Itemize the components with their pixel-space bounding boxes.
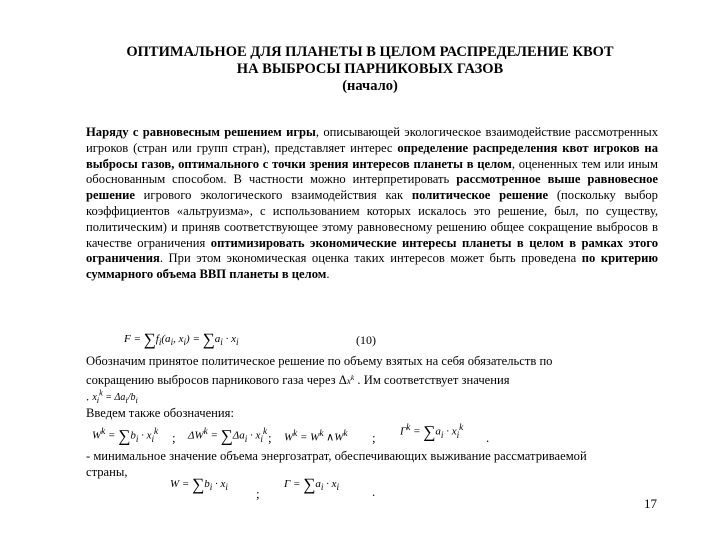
bold-phrase: определение распределения квот игроков на выбросы газов, оптимального с точки зрения интересов планеты в целом	[86, 140, 658, 171]
sum-symbol: ∑	[118, 426, 131, 446]
main-paragraph	[86, 125, 658, 283]
equation-number: (10)	[356, 333, 376, 347]
formula-wk-eq: $W^k = W^k$ $\wedge W^k$	[284, 428, 348, 444]
formula-gamma: $\Gamma = \sum a_i \cdot x_i$	[284, 475, 340, 494]
formula-term: b	[204, 478, 210, 490]
formula-term: x	[451, 425, 457, 438]
text-line-1: Обозначим принятое политическое решение по объему взятых на себя обязательств по	[86, 354, 553, 368]
formula-term: a	[435, 425, 441, 438]
separator: ;	[256, 486, 260, 501]
text-run: (поскольку выбор коэффициентов «альтруизма», с использованием которых искалось это решение, был, по существу, политическим) и приняв соответствующее этому равновесному решению общее сокращение выбросов в качестве ограничения	[86, 188, 658, 250]
formula-wk: $W^k = \sum b_i \cdot x_i^k$	[92, 426, 159, 446]
formula-gamma-k: $\Gamma^k = \sum a_i \cdot x_i^k$	[400, 422, 464, 442]
separator: ;	[372, 430, 376, 445]
text-line-5: - минимальное значение объема энергозатрат, обеспечивающих выживание рассматриваемой	[86, 449, 587, 463]
sum-symbol: ∑	[202, 330, 215, 349]
sum-symbol: ∑	[220, 426, 233, 446]
sum-symbol: ∑	[303, 475, 316, 494]
text-run: . Им соответствует значения	[357, 373, 510, 387]
formula-term: x	[92, 392, 97, 404]
separator: ;	[268, 430, 272, 445]
formula-planet-objective: $F = \sum f_i(a_i$, $x_i) = \sum a_i \cdot x_i$	[124, 330, 239, 349]
text-run: сокращению выбросов парникового газа через Δ	[86, 373, 347, 387]
formula-term: x	[331, 478, 337, 490]
separator: .	[372, 484, 376, 499]
formula-term: )	[186, 333, 190, 345]
text-run: , описывающей экологическое взаимодействие рассмотренных игроков (стран или групп стран), представляет интерес	[86, 125, 658, 155]
formula-term: b	[130, 429, 136, 442]
formula-term: a	[315, 478, 321, 490]
sum-symbol: ∑	[143, 330, 156, 349]
formula-term: x	[255, 429, 261, 442]
text-run: , оцененных тем или иным обоснованным способом. В частности можно интерпретировать	[86, 156, 658, 187]
formula-term: , x	[173, 333, 184, 345]
formula-xi-fraction: $x_i^k = \Delta a_i/b_i$	[92, 389, 138, 406]
text-run: .	[86, 389, 90, 404]
title-line-3: (начало)	[342, 78, 398, 94]
sum-symbol: ∑	[423, 422, 436, 442]
bold-phrase: политическое решение	[411, 188, 549, 203]
bold-phrase: Наряду с равновесным решением игры	[86, 125, 316, 139]
formula-term: W	[170, 478, 180, 490]
formula-term: a	[214, 333, 221, 345]
slide-title	[60, 44, 680, 95]
formula-term: (a	[161, 333, 171, 345]
formula-term: b	[130, 392, 136, 404]
text-line-2	[86, 370, 510, 390]
sum-symbol: ∑	[192, 475, 205, 494]
title-line-1: ОПТИМАЛЬНОЕ ДЛЯ ПЛАНЕТЫ В ЦЕЛОМ РАСПРЕДЕЛЕНИЕ КВОТ	[126, 44, 614, 60]
formula-delta-wk: $\Delta W^k = \sum\Delta a_i \cdot x_i^k$	[188, 426, 268, 446]
bold-phrase: по критерию суммарного объема ВВП планеты в целом	[86, 251, 658, 282]
formula-term: ∧W	[326, 431, 344, 444]
formula-term: x	[146, 429, 152, 442]
formula-term: Γ	[400, 425, 407, 438]
formula-term: ΔW	[188, 429, 204, 442]
title-line-2: НА ВЫБРОСЫ ПАРНИКОВЫХ ГАЗОВ	[236, 61, 504, 77]
text-run: . При этом экономическая оценка таких интересов может быть проведена	[159, 251, 582, 266]
bold-phrase: рассмотренное выше равновесное решение	[86, 172, 658, 203]
formula-term: W	[284, 431, 294, 444]
text-line-4: Введем также обозначения:	[86, 406, 234, 420]
formula-eq: =	[189, 333, 203, 345]
text-run: игрового экологического взаимодействия как	[134, 188, 412, 203]
text-run: .	[326, 267, 330, 282]
formula-term: · x	[222, 333, 236, 345]
formula-term: f	[155, 333, 159, 345]
formula-term: Δa	[232, 429, 245, 442]
formula-term: Γ	[284, 478, 291, 490]
page-number: 17	[644, 496, 657, 511]
formula-term: x	[220, 478, 226, 490]
formula-lhs: F =	[124, 333, 144, 345]
separator: ;	[172, 430, 176, 445]
text-line-6: страны,	[86, 465, 128, 479]
bold-phrase: оптимизировать экономические интересы планеты в целом в рамках этого ограничения	[86, 235, 658, 266]
formula-term: W	[92, 429, 102, 442]
delta-x-symbol: $x^k$	[346, 373, 355, 386]
formula-w: $W = \sum b_i \cdot x_i$	[170, 475, 228, 494]
formula-term: Δa	[114, 392, 126, 404]
separator: .	[486, 430, 490, 445]
